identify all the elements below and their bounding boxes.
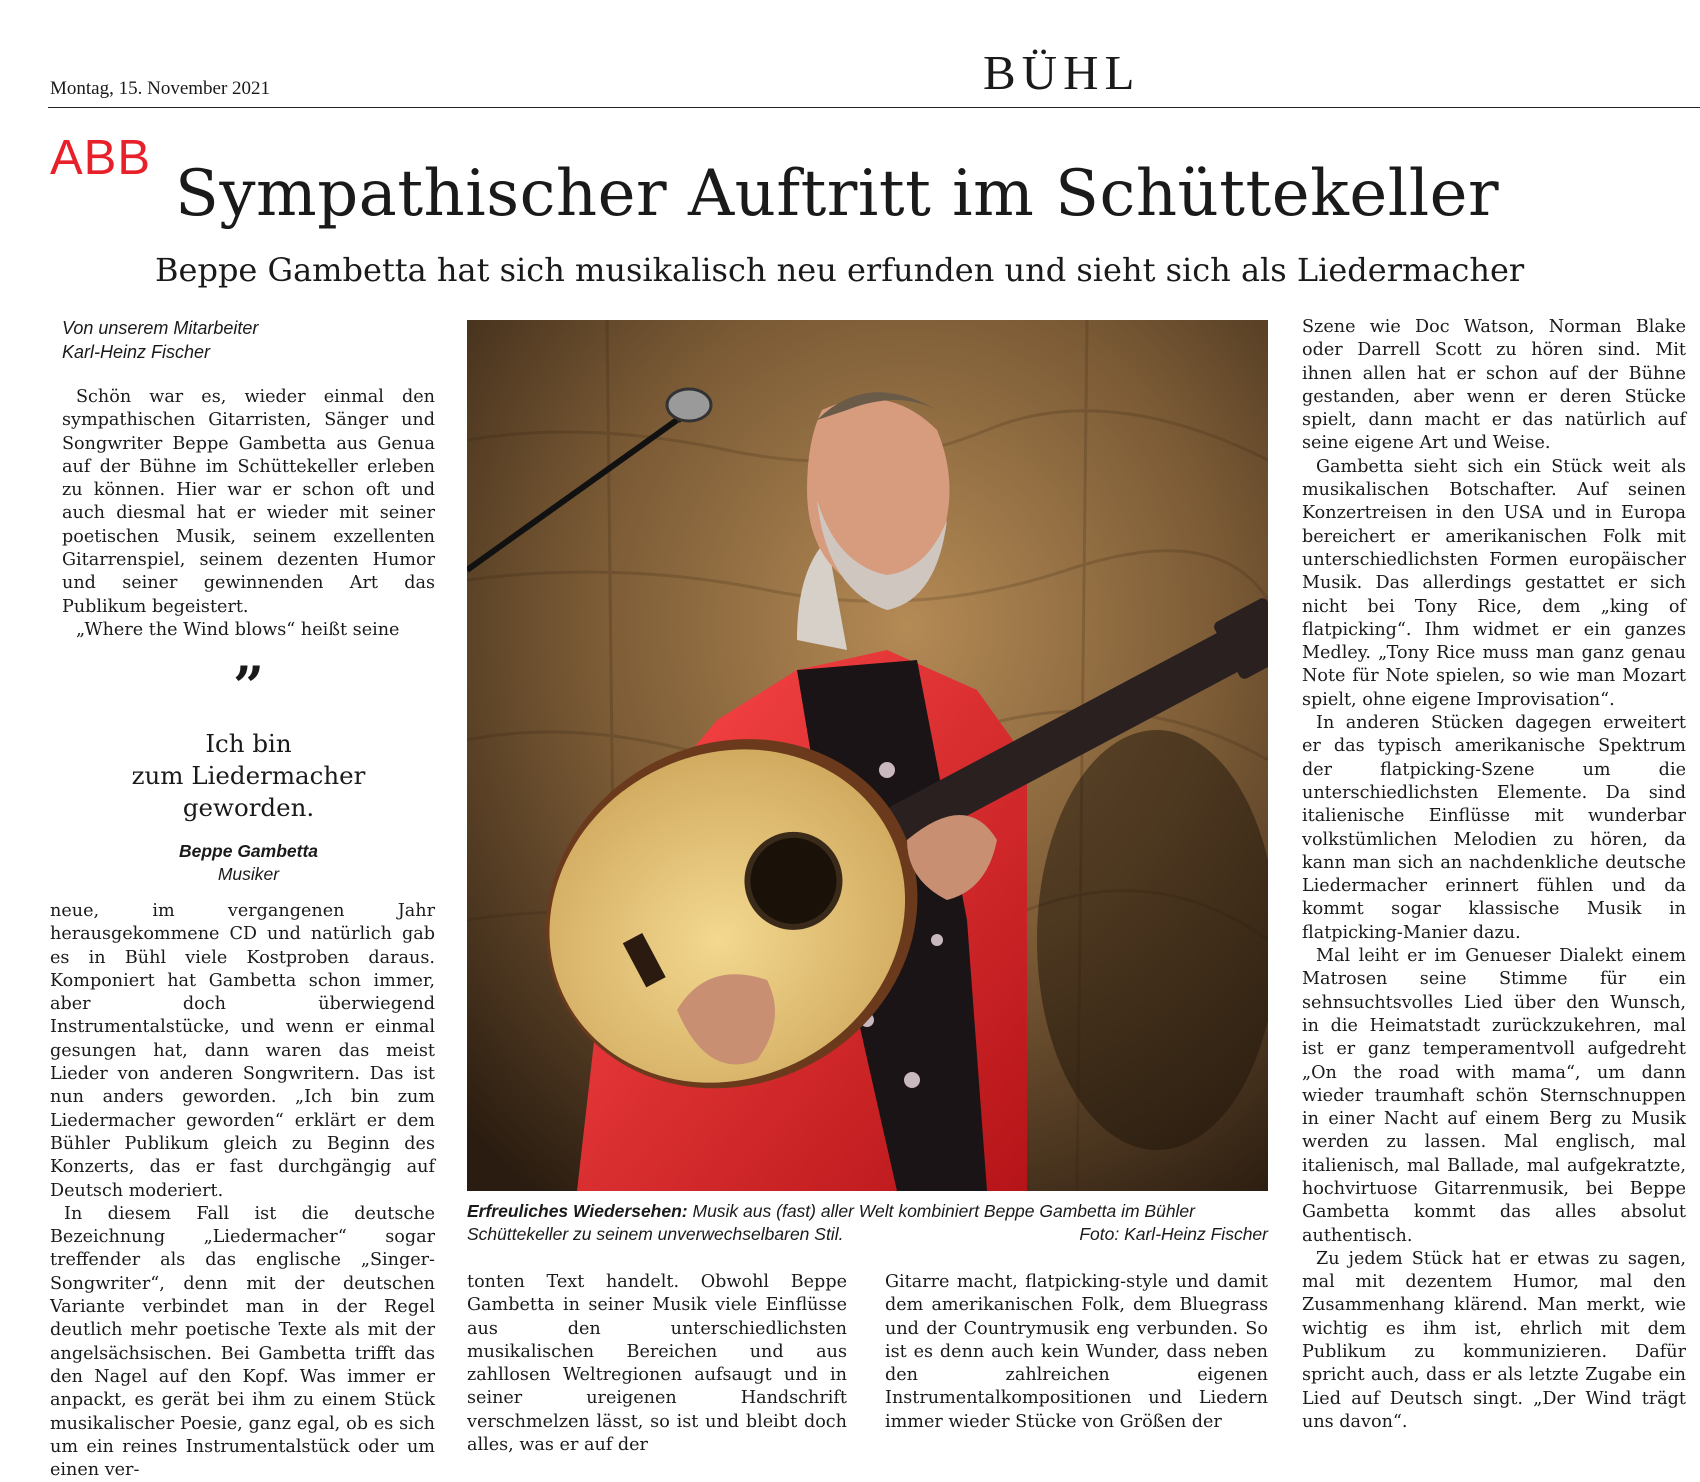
abb-stamp: ABB — [50, 131, 152, 185]
photo-caption — [467, 1200, 1268, 1246]
quote-author-role: Musiker — [217, 864, 280, 884]
caption-lead: Erfreuliches Wiedersehen: — [467, 1201, 688, 1221]
column-4 — [1302, 316, 1686, 1434]
pull-quote — [62, 654, 435, 886]
column-1-top — [62, 386, 435, 642]
paragraph: Zu jedem Stück hat er etwas zu sagen, mal mit dezentem Humor, mal den Zusammenhang klärend. Man merkt, wie wichtig es ihm ist, ehrlich mit dem Publikum zu kommunizieren. Dafür spricht auch, dass er als letzte Zugabe ein Lied auf Deutsch singt. „Der Wind trägt uns davon“. — [1302, 1248, 1686, 1432]
paragraph: Mal leiht er im Genueser Dialekt einem Matrosen seine Stimme für ein sehnsuchtsvolles Lied über den Wunsch, in die Heimatstadt zurückzukehren, mal ist er ganz temperamentvoll aufgedreht „On the road with mama“, um dann wieder traumhaft schön Sternschnuppen in einer Nacht auf einem Berg zu Musik werden zu lassen. Mal englisch, mal italienisch, mal Ballade, mal aufgekratzte, hochvirtuose Gitarrenmusik, bei Beppe Gambetta kommt das alles absolut authentisch. — [1302, 946, 1686, 1246]
photo-credit: Foto: Karl-Heinz Fischer — [1079, 1224, 1268, 1244]
paragraph: neue, im vergangenen Jahr herausgekommene CD und natürlich gab es in Bühl viele Kostproben daraus. Komponiert hat Gambetta schon immer, aber doch überwiegend Instrumentalstücke, und wenn er einmal gesungen hat, dann waren das meist Lieder von anderen Songwritern. Das ist nun anders geworden. „Ich bin zum Liedermacher geworden“ erklärt er dem Bühler Publikum gleich zu Beginn des Konzerts, das er fast durchgängig auf Deutsch moderiert. — [50, 901, 435, 1201]
quote-line: Ich bin — [205, 729, 292, 758]
paragraph: In diesem Fall ist die deutsche Bezeichnung „Liedermacher“ sogar treffender als das englische „Singer-Songwriter“, denn mit der deutschen Variante verbindet man in der Regel deutlich mehr poetische Texte als mit der angelsächsischen. Bei Gambetta trifft das den Nagel auf den Kopf. Was immer er anpackt, es gerät bei ihm zu einem Stück musikalischer Poesie, ganz egal, ob es sich um ein reines Instrumentalstück oder um einen ver- — [50, 1203, 435, 1481]
paragraph: tonten Text handelt. Obwohl Beppe Gambetta in seiner Musik viele Einflüsse aus den unterschiedlichsten musikalischen Bereichen und aus zahllosen Weltregionen aufsaugt und in seiner ureigenen Handschrift verschmelzen lässt, so ist und bleibt doch alles, was er auf der — [467, 1272, 847, 1456]
paragraph: In anderen Stücken dagegen erweitert er das typisch amerikanische Spektrum der flatpicking-Szene um die unterschiedlichsten Elemente. Da sind italienische Einflüsse mit wunderbar volkstümlichen Melodien zu hören, da kann man sich an nachdenkliche deutsche Liedermacher erinnert fühlen und da kommt sogar klassische Musik in flatpicking-Manier dazu. — [1302, 713, 1686, 943]
byline — [62, 316, 258, 364]
column-3 — [885, 1271, 1268, 1434]
byline-prefix: Von unserem Mitarbeiter — [62, 318, 259, 338]
quote-text — [62, 728, 435, 824]
paragraph: Szene wie Doc Watson, Norman Blake oder Darrell Scott zu hören sind. Mit ihnen allen hat er schon auf der Bühne gestanden, aber wenn er deren Stücke spielt, dann macht er das natürlich auf seine eigene Art und Weise. — [1302, 317, 1686, 454]
article-photo — [467, 320, 1268, 1191]
paragraph: Schön war es, wieder einmal den sympathischen Gitarristen, Sänger und Songwriter Beppe Gambetta aus Genua auf der Bühne im Schüttekeller erleben zu können. Hier war er schon oft und auch diesmal hat er wieder mit seiner poetischen Musik, seinem exzellenten Gitarrenspiel, seinem dezenten Humor und seiner gewinnenden Art das Publikum begeistert. — [62, 387, 435, 617]
paragraph: Gitarre macht, flatpicking-style und damit dem amerikanischen Folk, dem Bluegrass und der Countrymusik eng verbunden. So ist es denn auch kein Wunder, dass neben den zahlreichen eigenen Instrumentalkompositionen und Liedern immer wieder Stücke von Größen der — [885, 1272, 1268, 1432]
quote-author: Beppe Gambetta — [178, 841, 319, 861]
column-2 — [467, 1271, 847, 1457]
column-1-bottom — [50, 900, 435, 1482]
article-subheadline: Beppe Gambetta hat sich musikalisch neu erfunden und sieht sich als Liedermacher — [155, 251, 1525, 289]
issue-date: Montag, 15. November 2021 — [50, 78, 271, 99]
byline-author: Karl-Heinz Fischer — [62, 342, 211, 362]
section-title: BÜHL — [983, 45, 1141, 100]
paragraph: Gambetta sieht sich ein Stück weit als musikalischen Botschafter. Auf seinen Konzertreisen in den USA und in Europa bereichert er amerikanischen Folk mit unterschiedlichsten Formen europäischer Musik. Das allerdings gestattet er sich nicht bei Tony Rice, dem „king of flatpicking“. Ihm widmet er ein ganzes Medley. „Tony Rice muss man ganz genau Note für Note spielen, so wie man Mozart spielt, ohne eigene Improvisation“. — [1302, 456, 1686, 710]
quote-line: zum Liedermacher — [131, 761, 366, 790]
caption-text: Musik aus (fast) aller Welt kombiniert Beppe Gambetta im Bühler Schüttekeller zu seinem unverwechselbaren Stil. — [467, 1201, 1195, 1244]
quote-mark-icon: ” — [232, 654, 265, 718]
article-headline: Sympathischer Auftritt im Schüttekeller — [175, 157, 1500, 231]
header-rule — [48, 107, 1700, 108]
paragraph: „Where the Wind blows“ heißt seine — [76, 619, 400, 640]
quote-line: geworden. — [182, 793, 315, 822]
